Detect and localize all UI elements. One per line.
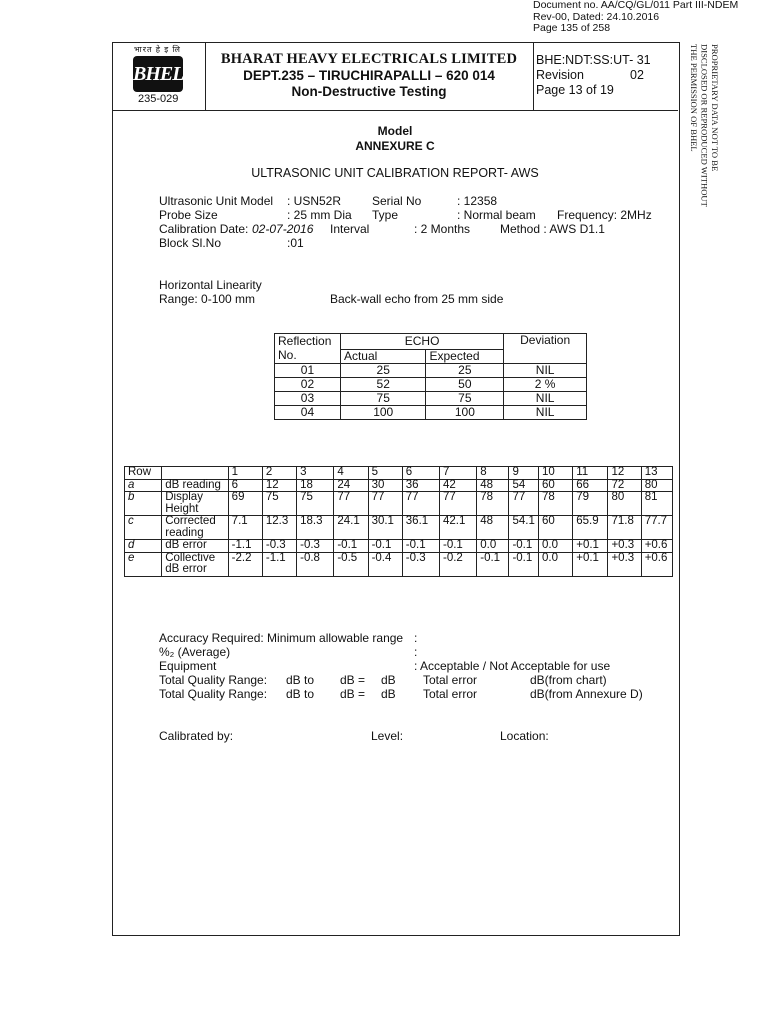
linearity-range: Range: 0-100 mm xyxy=(159,292,256,306)
db-text: dB xyxy=(381,687,396,701)
interval-value: : 2 Months xyxy=(414,222,471,236)
table-cell: 36.1 xyxy=(402,516,439,540)
table-row xyxy=(275,364,587,378)
logo-cell xyxy=(112,42,206,110)
row-id: d xyxy=(125,540,162,553)
column-header: 8 xyxy=(477,467,509,480)
block-label: Block Sl.No xyxy=(159,236,222,250)
row-id: e xyxy=(125,552,162,576)
calibration-date-label: Calibration Date: xyxy=(159,222,249,236)
proprietary-note-line: PROPRIETARY DATA NOT TO BE xyxy=(710,44,720,172)
total-quality-label: Total Quality Range: xyxy=(159,673,268,687)
table-cell: 18.3 xyxy=(297,516,334,540)
row-id: c xyxy=(125,516,162,540)
table-cell: 54.1 xyxy=(509,516,539,540)
table-cell: +0.6 xyxy=(641,540,672,553)
table-cell: 77 xyxy=(509,492,539,516)
reflection-no: 02 xyxy=(275,378,341,392)
table-cell: -0.8 xyxy=(297,552,334,576)
row-id: b xyxy=(125,492,162,516)
actual-value: 25 xyxy=(340,364,426,378)
calibration-date-value: 02-07-2016 xyxy=(252,222,314,236)
db-eq-text: dB = xyxy=(340,687,366,701)
from-annexure-text: dB(from Annexure D) xyxy=(530,687,643,701)
logo-code: 235-029 xyxy=(138,93,179,105)
table-cell: -0.4 xyxy=(368,552,402,576)
table-cell: 42.1 xyxy=(440,516,477,540)
acceptable-text: : Acceptable / Not Acceptable for use xyxy=(414,659,611,673)
document-header xyxy=(112,42,678,111)
table-cell: 48 xyxy=(477,479,509,492)
row-header: Row xyxy=(125,467,162,480)
table-cell: 75 xyxy=(297,492,334,516)
serial-label: Serial No xyxy=(372,194,422,208)
table-row xyxy=(275,392,587,406)
table-cell: 0.0 xyxy=(539,552,573,576)
column-header: 13 xyxy=(641,467,672,480)
company-cell xyxy=(205,42,534,110)
company-name: BHARAT HEAVY ELECTRICALS LIMITED xyxy=(220,51,518,67)
total-quality-label: Total Quality Range: xyxy=(159,687,268,701)
report-title: ULTRASONIC UNIT CALIBRATION REPORT- AWS xyxy=(251,166,539,180)
doc-number-cell xyxy=(533,42,678,110)
table-cell: -0.1 xyxy=(477,552,509,576)
revision-value: 02 xyxy=(630,68,644,82)
table-cell: 48 xyxy=(477,516,509,540)
table-cell: 36 xyxy=(402,479,439,492)
table-cell: +0.1 xyxy=(573,540,608,553)
table-cell: 75 xyxy=(262,492,296,516)
backwall-note: Back-wall echo from 25 mm side xyxy=(330,292,504,306)
table-cell: -0.1 xyxy=(334,540,368,553)
type-label: Type xyxy=(372,208,399,222)
deviation-value: NIL xyxy=(504,392,587,406)
average-colon: : xyxy=(414,645,418,659)
column-header: 11 xyxy=(573,467,608,480)
table-cell: 60 xyxy=(539,479,573,492)
table-cell: 65.9 xyxy=(573,516,608,540)
table-cell: 18 xyxy=(297,479,334,492)
column-header: 9 xyxy=(509,467,539,480)
column-header: 1 xyxy=(228,467,262,480)
linearity-heading: Horizontal Linearity xyxy=(159,278,262,292)
header-echo: ECHO xyxy=(340,334,503,350)
doc-ref-line: Rev-00, Dated: 24.10.2016 xyxy=(533,10,660,23)
accuracy-label: Accuracy Required: Minimum allowable range xyxy=(159,631,404,645)
table-cell: -0.3 xyxy=(402,552,439,576)
table-cell: 71.8 xyxy=(608,516,641,540)
table-cell: 0.0 xyxy=(477,540,509,553)
serial-value: : 12358 xyxy=(457,194,498,208)
from-chart-text: dB(from chart) xyxy=(530,673,607,687)
table-cell: 69 xyxy=(228,492,262,516)
table-cell: +0.3 xyxy=(608,540,641,553)
model-value: : USN52R xyxy=(287,194,342,208)
table-cell: -0.1 xyxy=(440,540,477,553)
table-cell: 54 xyxy=(509,479,539,492)
table-cell: 12.3 xyxy=(262,516,296,540)
annexure-title: ANNEXURE C xyxy=(355,139,435,153)
header-expected: Expected xyxy=(426,350,504,364)
row-label: dB reading xyxy=(162,479,228,492)
column-header: 4 xyxy=(334,467,368,480)
method: Method : AWS D1.1 xyxy=(500,222,605,236)
actual-value: 75 xyxy=(340,392,426,406)
table-row xyxy=(125,479,673,492)
table-cell: 80 xyxy=(641,479,672,492)
table-cell: -0.3 xyxy=(297,540,334,553)
table-cell: 6 xyxy=(228,479,262,492)
table-cell: 42 xyxy=(440,479,477,492)
db-text: dB xyxy=(381,673,396,687)
deviation-value: NIL xyxy=(504,406,587,420)
actual-value: 100 xyxy=(340,406,426,420)
total-error-label: Total error xyxy=(423,673,478,687)
table-row xyxy=(125,516,673,540)
department-subtitle: Non-Destructive Testing xyxy=(291,84,447,99)
logo-text: BHEL xyxy=(133,63,184,85)
table-cell: 80 xyxy=(608,492,641,516)
deviation-value: 2 % xyxy=(504,378,587,392)
total-error-label: Total error xyxy=(423,687,478,701)
reflection-no: 03 xyxy=(275,392,341,406)
table-cell: -1.1 xyxy=(262,552,296,576)
header-deviation: Deviation xyxy=(504,334,587,364)
department: DEPT.235 – TIRUCHIRAPALLI – 620 014 xyxy=(243,68,495,83)
doc-ref-line: Document no. AA/CQ/GL/011 Part III-NDEM xyxy=(533,0,739,11)
doc-number: BHE:NDT:SS:UT- 31 xyxy=(536,53,651,67)
column-header: 2 xyxy=(262,467,296,480)
table-cell: 77 xyxy=(440,492,477,516)
table-cell: +0.3 xyxy=(608,552,641,576)
expected-value: 100 xyxy=(426,406,504,420)
row-label: Display Height xyxy=(162,492,228,516)
revision-label: Revision xyxy=(536,68,584,82)
interval-label: Interval xyxy=(330,222,370,236)
table-cell: -0.5 xyxy=(334,552,368,576)
row-label: Collective dB error xyxy=(162,552,228,576)
document-reference xyxy=(533,0,738,35)
table-cell: 77 xyxy=(402,492,439,516)
average-label: %₂ (Average) xyxy=(159,645,231,659)
table-cell: -0.1 xyxy=(402,540,439,553)
table-cell: +0.1 xyxy=(573,552,608,576)
table-cell: 30 xyxy=(368,479,402,492)
deviation-value: NIL xyxy=(504,364,587,378)
table-cell: 0.0 xyxy=(539,540,573,553)
table-cell: 77.7 xyxy=(641,516,672,540)
column-header: 12 xyxy=(608,467,641,480)
page-number: Page 13 of 19 xyxy=(536,83,614,97)
table-header-row xyxy=(125,467,673,480)
table-row xyxy=(275,406,587,420)
row-label: dB error xyxy=(162,540,228,553)
equipment-label: Equipment xyxy=(159,659,217,673)
table-cell: 12 xyxy=(262,479,296,492)
level-label: Level: xyxy=(371,729,404,743)
table-cell: 7.1 xyxy=(228,516,262,540)
accuracy-colon: : xyxy=(414,631,418,645)
table-cell: 72 xyxy=(608,479,641,492)
proprietary-note-line: THE PERMISSION OF BHEL xyxy=(689,44,699,152)
probe-label: Probe Size xyxy=(159,208,218,222)
row-id: a xyxy=(125,479,162,492)
table-row xyxy=(125,492,673,516)
table-cell: -0.1 xyxy=(509,552,539,576)
db-to-text: dB to xyxy=(286,687,315,701)
table-row xyxy=(125,552,673,576)
logo-hindi-text: भारत हे इ लि xyxy=(134,45,181,54)
table-cell: -0.2 xyxy=(440,552,477,576)
table-cell: +0.6 xyxy=(641,552,672,576)
column-header: 7 xyxy=(440,467,477,480)
table-cell: 81 xyxy=(641,492,672,516)
table-cell: 78 xyxy=(539,492,573,516)
table-cell: 77 xyxy=(334,492,368,516)
column-header: 3 xyxy=(297,467,334,480)
table-cell: -0.1 xyxy=(368,540,402,553)
header-reflection: Reflection No. xyxy=(275,334,341,364)
proprietary-note xyxy=(686,44,720,207)
proprietary-note-line: DISCLOSED OR REPRODUCED WITHOUT xyxy=(699,44,710,207)
table-cell: 30.1 xyxy=(368,516,402,540)
db-table xyxy=(124,466,673,577)
table-cell: 24 xyxy=(334,479,368,492)
table-row xyxy=(275,378,587,392)
table-cell: 66 xyxy=(573,479,608,492)
frequency: Frequency: 2MHz xyxy=(557,208,652,222)
table-row xyxy=(125,540,673,553)
reflection-no: 04 xyxy=(275,406,341,420)
column-header: 6 xyxy=(402,467,439,480)
table-cell: -1.1 xyxy=(228,540,262,553)
column-header: 10 xyxy=(539,467,573,480)
table-cell: -0.1 xyxy=(509,540,539,553)
table-cell: 60 xyxy=(539,516,573,540)
db-to-text: dB to xyxy=(286,673,315,687)
type-value: : Normal beam xyxy=(457,208,536,222)
table-cell: -2.2 xyxy=(228,552,262,576)
model-title: Model xyxy=(377,124,413,138)
calibrated-by-label: Calibrated by: xyxy=(159,729,234,743)
doc-ref-line: Page 135 of 258 xyxy=(533,22,611,34)
model-label: Ultrasonic Unit Model xyxy=(159,194,274,208)
row-label: Corrected reading xyxy=(162,516,228,540)
table-cell: 79 xyxy=(573,492,608,516)
db-eq-text: dB = xyxy=(340,673,366,687)
column-header: 5 xyxy=(368,467,402,480)
reflection-no: 01 xyxy=(275,364,341,378)
table-cell: 78 xyxy=(477,492,509,516)
table-cell: 24.1 xyxy=(334,516,368,540)
table-cell: 77 xyxy=(368,492,402,516)
expected-value: 25 xyxy=(426,364,504,378)
actual-value: 52 xyxy=(340,378,426,392)
header-actual: Actual xyxy=(340,350,426,364)
expected-value: 50 xyxy=(426,378,504,392)
table-cell: -0.3 xyxy=(262,540,296,553)
bhel-logo-icon xyxy=(133,56,183,92)
block-value: :01 xyxy=(287,236,304,250)
probe-value: : 25 mm Dia xyxy=(287,208,352,222)
echo-table xyxy=(274,333,587,420)
location-label: Location: xyxy=(500,729,549,743)
expected-value: 75 xyxy=(426,392,504,406)
